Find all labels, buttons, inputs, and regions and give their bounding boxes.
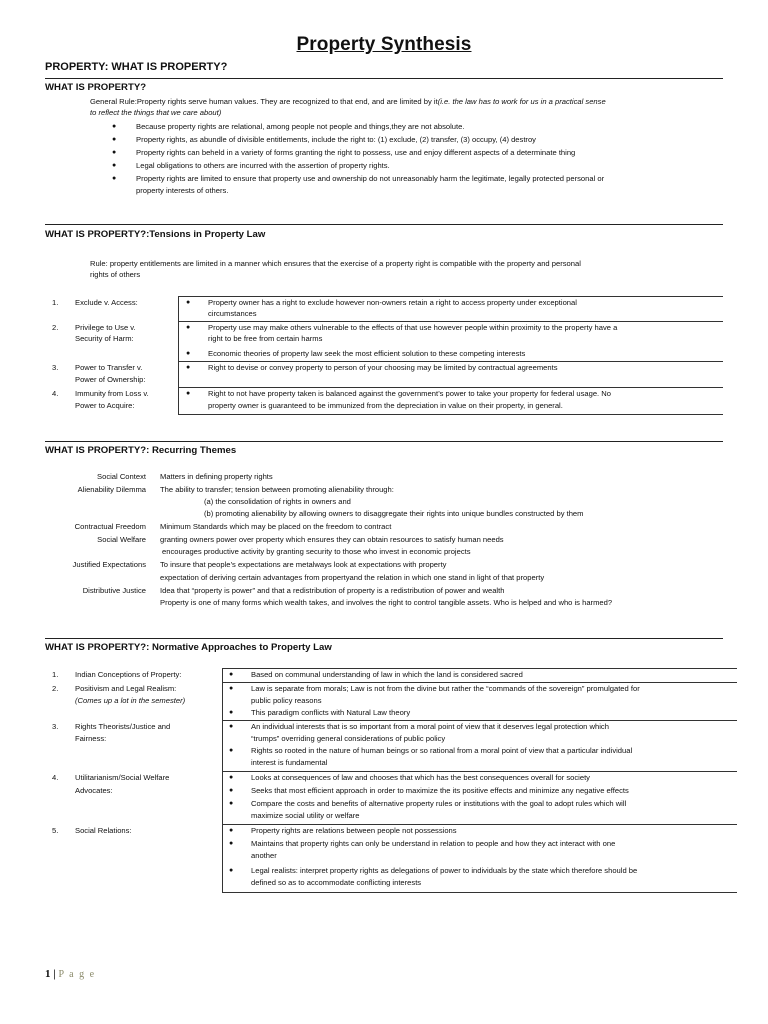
theme-label: Contractual Freedom [74,522,146,531]
row-label: Rights Theorists/Justice and [75,722,171,731]
bullet-icon: ● [186,390,191,397]
page-footer [45,968,96,980]
page-word: P a g e [58,969,96,980]
table-cell-cont: maximize social utility or welfare [251,811,360,820]
footer-separator: | [53,968,56,980]
theme-text: Matters in defining property rights [160,472,273,481]
list-item: ● Property rights, as abundle of divisible entitlements, include the right to: (1) exclude, (2) transfer, (3) occupy, (4) destroy [112,135,536,144]
row-label-cont: Power to Acquire: [75,401,135,410]
theme-text: Minimum Standards which may be placed on the freedom to contract [160,522,392,531]
row-number: 4. [52,389,59,398]
bullet-icon: ● [186,324,191,331]
table-border [222,668,737,669]
general-rule: General Rule:Property rights serve human values. They are recognized to that end, and are limited by it(i.e. the law has to work for us in a practical sense [90,97,606,106]
row-number: 3. [52,722,59,731]
table-border [222,720,737,721]
theme-text: granting owners power over property which ensures they can obtain resources to satisfy human needs [160,535,504,544]
table-cell: ● Right to devise or convey property to person of your choosing may be limited by contractual agreements [186,363,558,372]
row-note: (Comes up a lot in the semester) [75,696,186,705]
bullet-icon: ● [229,827,234,834]
theme-text: expectation of deriving certain advantages from propertyand the relation in which one stand in light of that property [160,573,545,582]
theme-text: To insure that people’s expectations are metalways look at expectations with property [160,560,447,569]
theme-text: (b) promoting alienability by allowing owners to disaggregate their rights into unique bundles constructed by them [204,509,584,518]
theme-text: encourages productive activity by granting security to those who invest in economic projects [162,547,471,556]
table-cell-cont: circumstances [208,309,257,318]
divider [45,78,723,79]
divider [45,638,723,639]
table-border [178,387,723,388]
table-cell-cont: right to be free from certain harms [208,334,323,343]
row-label: Privilege to Use v. [75,323,136,332]
bullet-icon: ● [229,787,234,794]
row-label-cont: Advocates: [75,786,113,795]
row-label: Immunity from Loss v. [75,389,149,398]
bullet-icon: ● [229,709,234,716]
table-cell: ● Property rights are relations between people not possessions [229,826,457,835]
list-item: ● Property rights are limited to ensure that property use and ownership do not unreasonably harm the legitimate, legally protected personal or [112,174,605,183]
list-item: ● Property rights can beheld in a variety of forms granting the right to possess, use and enjoy different aspects of a determinate thing [112,148,576,157]
row-label: Indian Conceptions of Property: [75,670,182,679]
row-number: 2. [52,684,59,693]
table-cell-cont: property owner is guaranteed to be immunized from the depreciation in value on their property, in general. [208,401,563,410]
bullet-icon: ● [229,840,234,847]
row-number: 4. [52,773,59,782]
list-item: ● Legal obligations to others are incurred with the assertion of property rights. [112,161,390,170]
theme-label: Social Welfare [97,535,146,544]
bullet-icon: ● [112,136,117,143]
row-label-cont: Power of Ownership: [75,375,146,384]
main-heading: PROPERTY: WHAT IS PROPERTY? [45,61,228,73]
list-item-cont: property interests of others. [136,186,229,195]
table-cell-cont: another [251,851,277,860]
table-border [222,771,737,772]
rule-text-cont: rights of others [90,270,141,279]
bullet-icon: ● [112,149,117,156]
bullet-icon: ● [112,123,117,130]
theme-label: Social Context [97,472,146,481]
table-cell-cont: public policy reasons [251,696,322,705]
table-border [178,321,723,322]
bullet-icon: ● [229,685,234,692]
theme-text: Property is one of many forms which wealth takes, and involves the right to control tangible assets. Who is helped and who is harmed? [160,598,613,607]
theme-label: Justified Expectations [72,560,146,569]
row-label: Positivism and Legal Realism: [75,684,177,693]
section-heading: WHAT IS PROPERTY? [45,82,147,93]
bullet-icon: ● [229,723,234,730]
divider [45,441,723,442]
table-cell: ● Economic theories of property law seek the most efficient solution to these competing interests [186,349,526,358]
table-cell: ● Property use may make others vulnerable to the effects of that use however people within proximity to the property have a [186,323,618,332]
table-border [222,824,737,825]
table-cell: ● Right to not have property taken is balanced against the government’s power to take your property for federal usage. No [186,389,611,398]
bullet-icon: ● [229,867,234,874]
bullet-icon: ● [186,299,191,306]
table-cell: ● An individual interests that is so important from a moral point of view that it deserves legal protection which [229,722,609,731]
table-cell: ● Law is separate from morals; Law is not from the divine but rather the “commands of the sovereign” promulgated for [229,684,640,693]
section-heading: WHAT IS PROPERTY?: Recurring Themes [45,445,237,456]
row-label: Social Relations: [75,826,132,835]
bullet-icon: ● [186,364,191,371]
table-cell-cont: “trumps” overriding general considerations of public policy [251,734,446,743]
bullet-icon: ● [229,800,234,807]
table-cell: ● Rights so rooted in the nature of human beings or so rational from a moral point of view that a particular individual [229,746,633,755]
table-cell: ● Looks at consequences of law and chooses that which has the best consequences overall for society [229,773,590,782]
theme-label: Alienability Dilemma [77,485,146,494]
bullet-icon: ● [229,671,234,678]
table-cell-cont: defined so as to accommodate conflicting interests [251,878,422,887]
table-border [222,892,737,893]
section-heading: WHAT IS PROPERTY?:Tensions in Property Law [45,229,266,240]
row-number: 3. [52,363,59,372]
table-border [222,682,737,683]
document-title: Property Synthesis [296,34,472,55]
table-cell: ● Legal realists: interpret property rights as delegations of power to individuals by the state which therefore should be [229,866,638,875]
general-rule-cont: to reflect the things that we care about) [90,108,222,117]
section-heading: WHAT IS PROPERTY?: Normative Approaches to Property Law [45,642,332,653]
row-number: 5. [52,826,59,835]
table-border [222,668,223,893]
bullet-icon: ● [229,774,234,781]
bullet-icon: ● [112,175,117,182]
table-cell: ● Maintains that property rights can only be understand in relation to people and how they act interact with one [229,839,616,848]
bullet-icon: ● [186,350,191,357]
table-border [178,361,723,362]
table-cell: ● Property owner has a right to exclude however non-owners retain a right to access property under exceptional [186,298,577,307]
bullet-icon: ● [112,162,117,169]
table-cell: ● This paradigm conflicts with Natural Law theory [229,708,411,717]
rule-text: Rule: property entitlements are limited in a manner which ensures that the exercise of a property right is compatible with the property and personal [90,259,581,268]
table-border [178,414,723,415]
row-number: 1. [52,670,59,679]
table-border [178,296,723,297]
theme-text: (a) the consolidation of rights in owners and [204,497,351,506]
table-cell-cont: interest is fundamental [251,758,328,767]
theme-label: Distributive Justice [82,586,146,595]
row-number: 2. [52,323,59,332]
row-label: Power to Transfer v. [75,363,143,372]
page-number: 1 [45,968,51,980]
table-cell: ● Seeks that most efficient approach in order to maximize the its positive effects and minimize any negative effects [229,786,629,795]
theme-text: Idea that “property is power” and that a redistribution of property is a redistribution of power and wealth [160,586,505,595]
bullet-icon: ● [229,747,234,754]
row-number: 1. [52,298,59,307]
row-label-cont: Security of Harm: [75,334,134,343]
table-cell: ● Based on communal understanding of law in which the land is considered sacred [229,670,523,679]
table-cell: ● Compare the costs and benefits of alternative property rules or institutions with the goal to adopt rules which will [229,799,627,808]
row-label: Utilitarianism/Social Welfare [75,773,170,782]
row-label-cont: Fairness: [75,734,107,743]
list-item: ● Because property rights are relational, among people not people and things,they are not absolute. [112,122,465,131]
table-border [178,296,179,414]
row-label: Exclude v. Access: [75,298,138,307]
divider [45,224,723,225]
theme-text: The ability to transfer; tension between promoting alienability through: [160,485,394,494]
